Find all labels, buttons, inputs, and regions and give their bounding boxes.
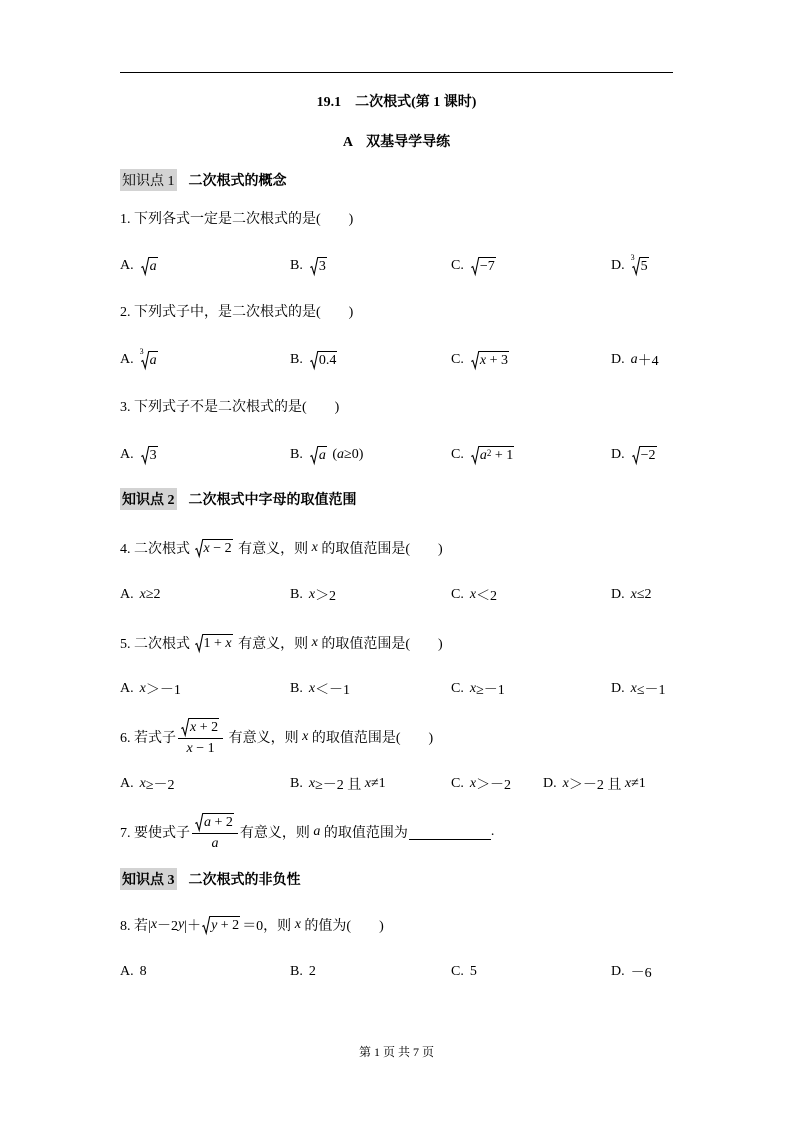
radical-sign-icon [310,351,318,369]
text-run: ＝0，则 [242,919,295,934]
square-root [195,634,233,652]
text-run: + 2 [196,719,219,735]
radical-sign-icon [195,634,203,652]
question-2-options [120,348,673,372]
option-c [451,348,511,372]
radicand [318,351,338,369]
option-label: D. [611,352,625,367]
option-d [611,443,659,467]
option-d [611,348,659,372]
math-variable: a [149,353,157,368]
math-variable: y [211,918,218,933]
math-variable: x [294,917,301,932]
option-label: B. [290,964,303,979]
section-tag: 知识点 3 [120,868,177,890]
page-subtitle: A 双基导学导练 [342,135,451,150]
square-root [195,539,233,557]
question-6-options [120,772,673,796]
option-label: D. [611,587,625,602]
section-title: 二次根式的概念 [188,174,287,189]
question-7-stem [120,812,494,852]
option-c [451,583,497,607]
option-label: C. [451,681,464,696]
math-variable: x [203,541,210,556]
radical-index: 3 [139,347,144,356]
text-run: 6. 若式子 [120,731,176,746]
option-label: B. [290,352,303,367]
answer-blank [409,825,491,840]
question-8-stem [120,913,384,937]
option-a [120,443,160,467]
option-c [451,960,477,984]
math-variable: x [308,776,316,791]
math-variable: a [630,352,638,367]
text-run: + 3 [486,353,508,368]
radical-sign-icon [141,446,149,464]
text-run: 2. 下列式子中，是二次根式的是( ) [120,305,354,320]
option-label: D. [611,258,625,273]
math-variable: x [624,776,632,791]
square-root [141,257,158,275]
option-c [451,772,511,796]
math-variable: x [469,587,477,602]
radical-sign-icon [471,257,479,275]
radicand [149,446,158,464]
option-d [543,772,646,796]
option-label: A. [120,776,134,791]
option-label: B. [290,681,303,696]
text-run: . [490,824,495,839]
radicand [318,446,327,464]
radicand [479,351,509,369]
radical-sign-icon [195,539,203,557]
option-label: B. [290,447,303,462]
text-run: ＞－2 且 [568,778,625,793]
math-variable: x [308,587,316,602]
text-run: 8. 若| [120,919,151,934]
option-label: A. [120,258,134,273]
section-header [120,487,357,511]
option-b [290,772,386,796]
option-label: C. [451,258,464,273]
text-run: 的取值范围是( ) [308,731,434,746]
math-variable: a [211,835,219,851]
text-run: 的值为( ) [300,919,384,934]
radicand [640,257,649,275]
square-root [202,916,240,934]
radicand [203,813,234,831]
text-run: + 1 [491,448,514,463]
question-3-options [120,443,673,467]
text-run: ≥0) [344,447,364,462]
option-b [290,348,339,372]
math-variable: x [190,719,197,735]
text-run: ≤2 [636,587,652,602]
radicand [189,718,219,736]
option-label: C. [451,964,464,979]
option-label: D. [543,776,557,791]
text-run: ＋4 [637,354,659,369]
option-label: C. [451,447,464,462]
square-root [471,446,514,464]
cube-root [139,347,158,369]
option-label: D. [611,447,625,462]
text-run: 1 + [203,636,226,651]
math-variable: a [313,824,321,839]
option-label: A. [120,964,134,979]
text-run: −7 [479,259,495,274]
section-tag: 知识点 2 [120,488,177,510]
math-variable: a [337,447,345,462]
fraction-denominator [192,833,238,852]
option-label: A. [120,352,134,367]
math-variable: x [311,540,318,555]
text-run: ＞2 [315,589,337,604]
option-a [120,583,161,607]
radicand [210,916,240,934]
option-label: A. [120,681,134,696]
text-run: 3 [318,259,326,274]
math-variable: a [318,448,326,463]
option-label: C. [451,776,464,791]
page-footer: 第 1 页 共 7 页 [358,1045,434,1059]
radical-sign-icon [310,446,318,464]
math-variable: x [562,776,569,791]
text-run: 有意义，则 [234,637,312,652]
math-variable: x [139,681,146,696]
option-b [290,443,363,467]
option-c [451,254,498,278]
option-label: B. [290,776,303,791]
text-run: ≠1 [631,776,646,791]
section-header [120,867,301,891]
square-root [310,351,338,369]
text-run: 有意义，则 [234,542,312,557]
math-variable: x [630,587,637,602]
text-run: ＞－2 [476,778,512,793]
text-run: −2 [640,448,656,463]
square-root [471,257,496,275]
text-run: －2 [157,919,179,934]
option-label: A. [120,447,134,462]
text-run: + 2 [217,918,240,933]
question-2-stem [120,299,353,323]
math-variable: a [204,814,211,830]
option-label: D. [611,681,625,696]
fraction [178,718,223,757]
option-label: D. [611,964,625,979]
square-root [195,813,234,831]
text-run: 5 [469,964,477,979]
option-d [611,254,651,278]
math-variable: x [308,681,316,696]
cube-root [630,253,649,275]
radical-index: 3 [630,253,635,262]
text-run: ≥－2 且 [315,778,365,793]
math-variable: x [630,681,637,696]
math-variable: x [139,776,146,791]
option-label: A. [120,587,134,602]
text-run: ≠1 [370,776,386,791]
fraction [192,813,238,852]
radical-sign-icon [310,257,318,275]
page-title: 19.1 二次根式(第 1 课时) [316,95,477,110]
radicand [203,634,233,652]
square-root [632,446,657,464]
text-run: 7. 要使式子 [120,826,190,841]
math-variable: x [479,353,487,368]
fraction-numerator [192,813,238,833]
text-run: 3 [149,448,157,463]
question-5-stem [120,631,443,655]
question-8-options [120,960,673,984]
math-variable: a [479,448,487,463]
fraction-denominator [178,738,223,757]
option-a [120,348,160,372]
radicand [318,257,327,275]
text-run: 4. 二次根式 [120,542,194,557]
radical-sign-icon [195,813,203,831]
option-b [290,960,316,984]
text-run: 1. 下列各式一定是二次根式的是( ) [120,212,354,227]
math-variable: x [364,776,371,791]
square-root [181,718,219,736]
math-variable: x [302,729,309,744]
radicand [479,257,496,275]
question-4-stem [120,536,443,560]
question-5-options [120,677,673,701]
question-3-stem [120,394,339,418]
text-run: ＜－1 [315,683,351,698]
text-run: 的取值范围为 [320,826,408,841]
square-root [471,351,509,369]
option-d [611,677,666,701]
radicand [149,257,158,275]
radical-sign-icon [141,257,149,275]
option-label: C. [451,587,464,602]
radical-sign-icon [181,718,189,736]
text-run: 有意义，则 [239,826,314,841]
text-run: |＋ [184,919,202,934]
text-run: + 2 [211,814,233,830]
question-1-options [120,254,673,278]
option-label: C. [451,352,464,367]
radicand [479,446,514,464]
math-variable: y [178,917,185,932]
math-variable: x [225,636,232,651]
text-run: ＞－1 [145,683,181,698]
section-title: 二次根式中字母的取值范围 [188,493,357,508]
radical-sign-icon [471,351,479,369]
math-variable: x [150,917,158,932]
math-variable: x [311,635,318,650]
question-6-stem [120,717,433,757]
math-variable: x [139,587,146,602]
radical-sign-icon [471,446,479,464]
text-run: − 2 [209,541,232,556]
text-run: ≥－1 [476,683,505,698]
option-a [120,772,175,796]
option-b [290,254,329,278]
option-a [120,254,160,278]
text-run: 3. 下列式子不是二次根式的是( ) [120,400,340,415]
question-1-stem [120,206,353,230]
text-run: ≤－1 [636,683,666,698]
option-label: B. [290,587,303,602]
section-tag: 知识点 1 [120,169,177,191]
radical-sign-icon [202,916,210,934]
radicand [149,351,158,369]
radical-sign-icon [632,446,640,464]
section-title: 二次根式的非负性 [188,873,301,888]
radicand [640,446,657,464]
option-d [611,583,652,607]
text-run: 2 [308,964,316,979]
option-label: B. [290,258,303,273]
option-d [611,960,652,984]
math-variable: x [469,776,477,791]
text-run: 5. 二次根式 [120,637,194,652]
math-variable: x [186,740,193,756]
text-run: ≥－2 [145,778,175,793]
option-c [451,677,505,701]
square-root [310,446,327,464]
fraction-numerator [178,718,223,738]
text-run: 有意义，则 [225,731,303,746]
option-a [120,677,181,701]
text-run: 的取值范围是( ) [317,542,443,557]
text-run: − 1 [192,740,215,756]
text-run: ＜2 [476,589,498,604]
text-run: 8 [139,964,147,979]
option-b [290,583,336,607]
text-run: ≥2 [145,587,161,602]
option-b [290,677,350,701]
math-variable: a [149,259,157,274]
text-run: 5 [640,259,648,274]
square-root [310,257,327,275]
radicand [203,539,233,557]
text-run: 的取值范围是( ) [317,637,443,652]
text-run: 0.4 [318,353,337,368]
math-superscript: 2 [486,448,492,458]
text-run: －6 [630,966,652,981]
option-a [120,960,147,984]
question-4-options [120,583,673,607]
option-c [451,443,516,467]
section-header [120,168,287,192]
math-variable: x [469,681,477,696]
text-run: ( [328,447,338,462]
square-root [141,446,158,464]
